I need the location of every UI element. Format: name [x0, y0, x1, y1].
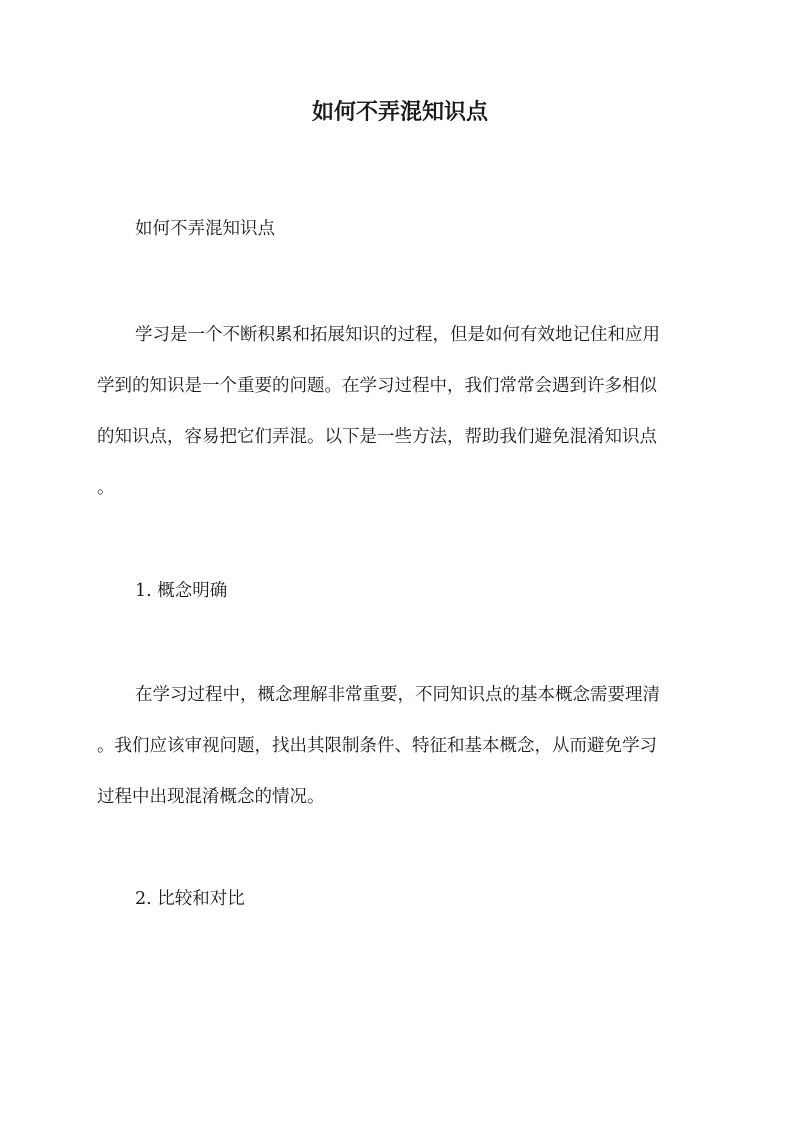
section-1-line-1: 在学习过程中，概念理解非常重要，不同知识点的基本概念需要理清 — [135, 685, 660, 705]
document-title: 如何不弄混知识点 — [311, 99, 488, 125]
intro-line-1: 学习是一个不断积累和拓展知识的过程，但是如何有效地记住和应用 — [135, 325, 660, 345]
intro-line-4: 。 — [97, 478, 115, 498]
section-1-line-3: 过程中出现混淆概念的情况。 — [97, 787, 325, 807]
document-subtitle: 如何不弄混知识点 — [135, 219, 275, 239]
section-2-heading: 2. 比较和对比 — [135, 889, 245, 909]
section-1-heading: 1. 概念明确 — [135, 581, 228, 601]
intro-line-3: 的知识点，容易把它们弄混。以下是一些方法，帮助我们避免混淆知识点 — [97, 427, 657, 447]
intro-line-2: 学到的知识是一个重要的问题。在学习过程中，我们常常会遇到许多相似 — [97, 376, 657, 396]
section-1-line-2: 。我们应该审视问题，找出其限制条件、特征和基本概念，从而避免学习 — [97, 736, 657, 756]
